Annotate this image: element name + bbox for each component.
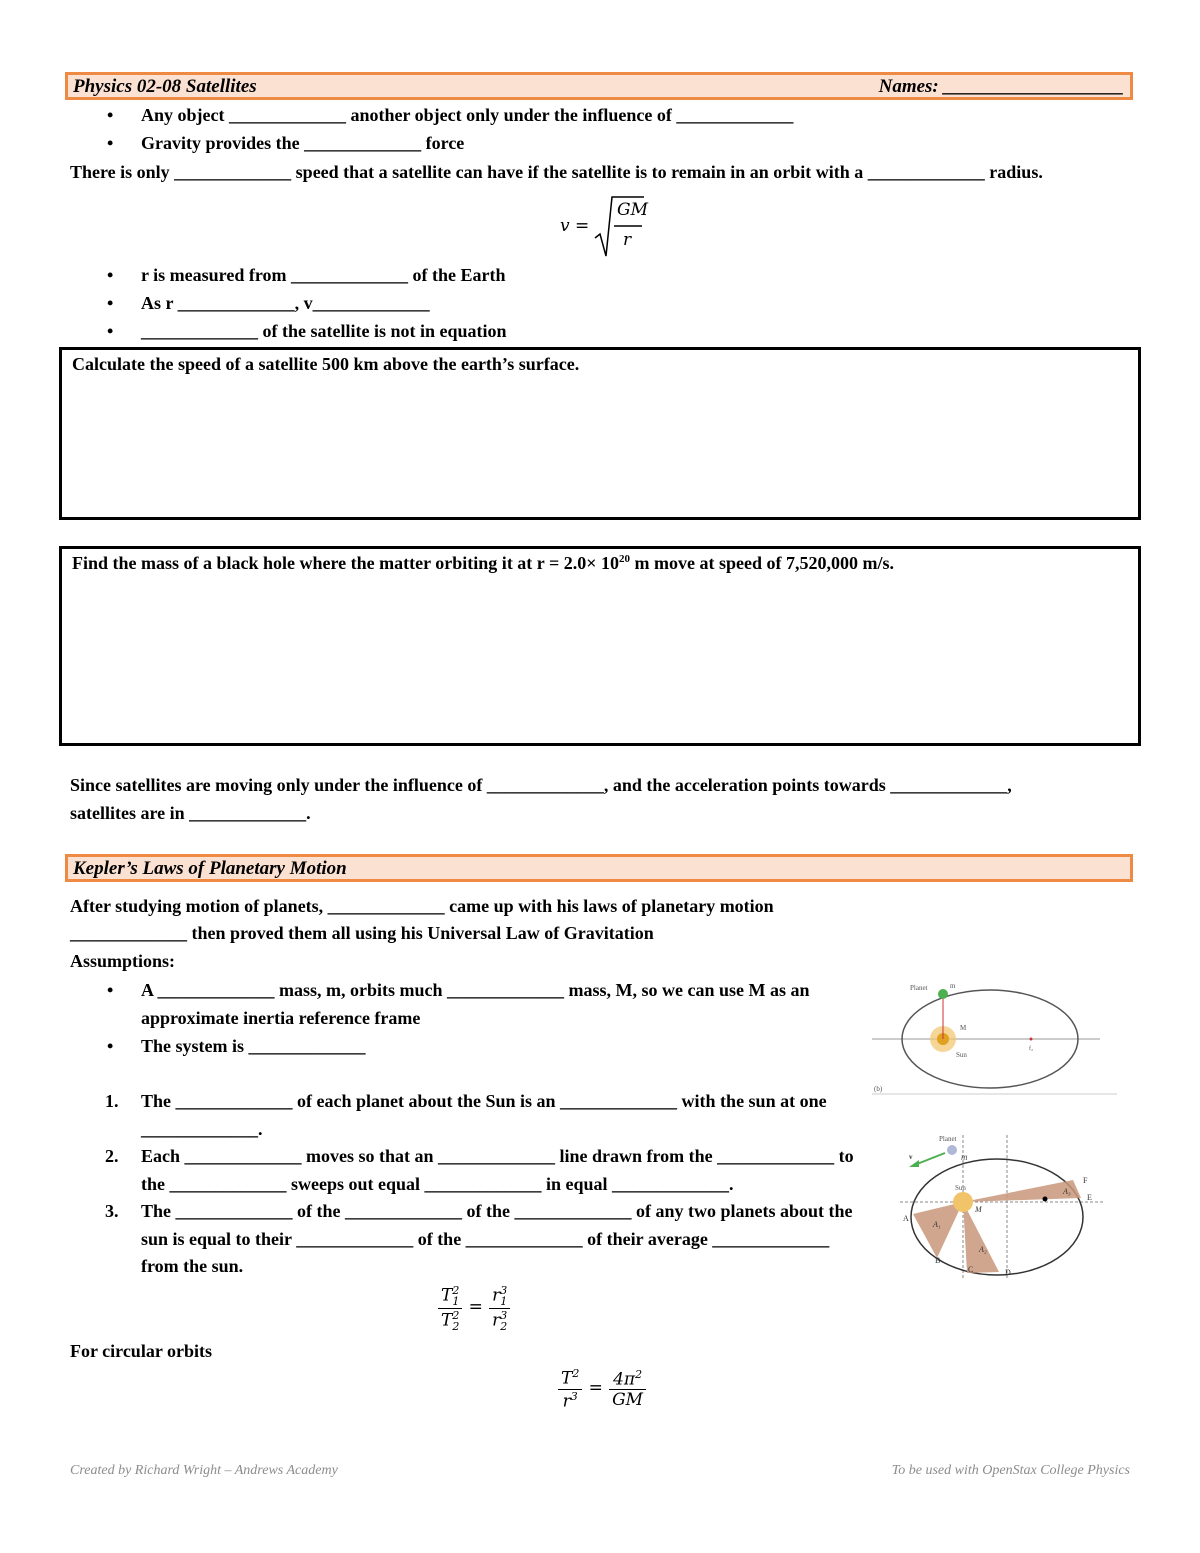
diagram2-A2-label: A₂ — [979, 1245, 987, 1254]
bullet-icon: • — [107, 133, 114, 153]
diagram2-B-label: B — [935, 1256, 941, 1265]
formula-v-denominator: r — [623, 230, 632, 250]
diagram2-M-label: M — [975, 1205, 982, 1214]
diagram2-F-label: F — [1083, 1176, 1088, 1185]
problem-box-satellite-speed[interactable] — [59, 347, 1141, 520]
footer-author: Created by Richard Wright – Andrews Academy — [70, 1463, 338, 1478]
assumptions-label: Assumptions: — [70, 951, 176, 971]
diagram2-D-label: D — [1005, 1268, 1011, 1277]
circular-equals: = — [588, 1378, 603, 1399]
kepler-ratio-formula — [438, 1284, 510, 1333]
kepler-title: Kepler’s Laws of Planetary Motion — [73, 858, 347, 879]
section-header-satellites — [65, 72, 1133, 100]
equal-areas-diagram — [895, 1130, 1115, 1280]
diagram1-M-label: M — [960, 1024, 967, 1032]
law-3-line-1: The _____________ of the _____________ of the _____________ of any two planets about the — [141, 1201, 853, 1221]
circular-rhs-fraction: $\frac{4\pi^2}{GM}$ — [609, 1368, 646, 1411]
bullet-icon: • — [107, 293, 114, 313]
area-a1 — [913, 1202, 963, 1258]
diagram2-planet-label: Planet — [939, 1135, 957, 1143]
law-3-line-3: from the sun. — [141, 1256, 244, 1276]
section-header-kepler — [65, 854, 1133, 882]
diagram2-A1-label: A₁ — [933, 1220, 941, 1229]
formula-v-lhs: v = — [560, 216, 590, 236]
law-1-line-2: _____________. — [141, 1119, 263, 1139]
assumption-2: The system is _____________ — [141, 1036, 366, 1056]
law-1-number: 1. — [105, 1091, 119, 1111]
names-field-label: Names: ___________________ — [878, 76, 1124, 97]
problem-1-text: Calculate the speed of a satellite 500 km above the earth’s surface. — [72, 354, 580, 374]
weightless-line-1: Since satellites are moving only under the influence of _____________, and the acceleration points towards _____________, — [70, 775, 1012, 795]
worksheet-title: Physics 02-08 Satellites — [73, 76, 257, 97]
planet-icon — [938, 989, 948, 999]
law-1-line-1: The _____________ of each planet about the Sun is an _____________ with the sun at one — [141, 1091, 827, 1111]
intro-bullet-2: Gravity provides the _____________ force — [141, 133, 465, 153]
orbit-speed-statement: There is only _____________ speed that a satellite can have if the satellite is to remain in an orbit with a _____________ radius. — [70, 162, 1043, 182]
diagram2-sun-label: Sun — [955, 1184, 966, 1192]
orbital-speed-formula — [560, 194, 650, 264]
r-bullet-1: r is measured from _____________ of the Earth — [141, 265, 506, 285]
diagram1-m-label: m — [950, 982, 956, 990]
kepler-intro-line-1: After studying motion of planets, _____________ came up with his laws of planetary motion — [70, 896, 774, 916]
r-bullet-2: As r _____________, v_____________ — [141, 293, 430, 313]
bullet-icon: • — [107, 105, 114, 125]
law-3-line-2: sun is equal to their _____________ of the _____________ of their average _____________ — [141, 1229, 830, 1249]
formula-v-numerator: GM — [617, 200, 648, 220]
circular-lhs-fraction: $\frac{T^2}{r^3}$ — [558, 1367, 582, 1411]
problem-box-black-hole-mass[interactable] — [59, 546, 1141, 746]
r-bullet-3: _____________ of the satellite is not in equation — [141, 321, 507, 341]
bullet-icon: • — [107, 265, 114, 285]
radius-fraction: $\frac{r^3_1}{r^3_2}$ — [489, 1284, 510, 1333]
law-2-line-1: Each _____________ moves so that an _____________ line drawn from the _____________ to — [141, 1146, 854, 1166]
assumption-1-line-1: A _____________ mass, m, orbits much _____________ mass, M, so we can use M as an — [141, 980, 810, 1000]
diagram1-part-label: (b) — [874, 1085, 883, 1093]
circular-orbits-label: For circular orbits — [70, 1341, 212, 1361]
elliptical-orbit-diagram — [872, 978, 1117, 1096]
diagram2-C-label: C — [968, 1265, 974, 1274]
problem-2-text — [72, 553, 894, 574]
diagram2-v-label: v — [909, 1153, 913, 1161]
diagram2-m-label: m — [961, 1152, 968, 1162]
diagram2-A-label: A — [903, 1214, 909, 1223]
diagram1-planet-label: Planet — [910, 984, 928, 992]
sun-icon — [953, 1192, 973, 1212]
law-2-line-2: the _____________ sweeps out equal _____________ in equal _____________. — [141, 1174, 734, 1194]
law-3-number: 3. — [105, 1201, 119, 1221]
footer-source: To be used with OpenStax College Physics — [891, 1463, 1130, 1478]
circular-orbit-formula — [558, 1367, 646, 1411]
ratio-equals: = — [468, 1297, 483, 1318]
diagram1-focus-label: f₂ — [1029, 1046, 1034, 1052]
weightless-line-2: satellites are in _____________. — [70, 803, 311, 823]
planet-icon — [947, 1145, 957, 1155]
bullet-icon: • — [107, 1036, 114, 1056]
bullet-icon: • — [107, 980, 114, 1000]
problem-2-text-before: Find the mass of a black hole where the matter orbiting it at r = 2.0× 10 — [72, 553, 619, 573]
diagram1-sun-label: Sun — [956, 1051, 967, 1059]
diagram2-E-label: E — [1087, 1193, 1092, 1202]
intro-bullet-1: Any object _____________ another object only under the influence of _____________ — [141, 105, 794, 125]
assumption-1-line-2: approximate inertia reference frame — [141, 1008, 421, 1028]
kepler-intro-line-2: _____________ then proved them all using his Universal Law of Gravitation — [70, 923, 654, 943]
period-fraction: $\frac{T^2_1}{T^2_2}$ — [438, 1284, 462, 1333]
bullet-icon: • — [107, 321, 114, 341]
diagram2-A3-label: A₃ — [1063, 1187, 1071, 1196]
velocity-arrow-icon — [909, 1160, 919, 1167]
problem-2-text-after: m move at speed of 7,520,000 m/s. — [629, 553, 894, 573]
law-2-number: 2. — [105, 1146, 119, 1166]
problem-2-exponent: 20 — [618, 553, 630, 565]
